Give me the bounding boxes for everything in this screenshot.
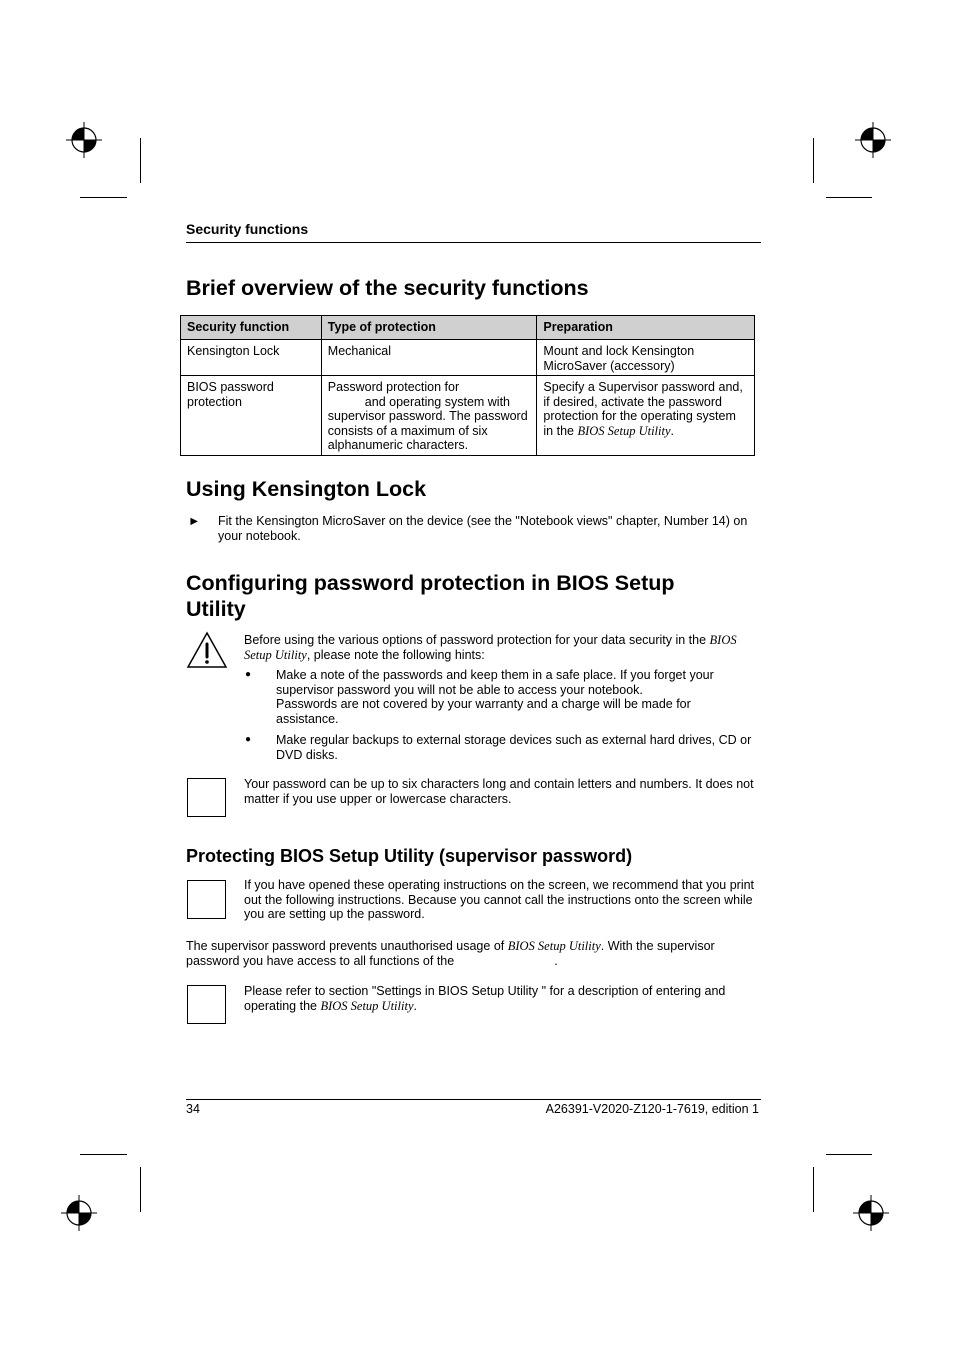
warning-intro <box>244 633 759 662</box>
crop-line <box>813 138 814 183</box>
document-id: A26391-V2020-Z120-1-7619, edition 1 <box>545 1102 759 1116</box>
note-icon <box>187 880 226 919</box>
hint-text: Make a note of the passwords and keep them in a safe place. If you forget your supervisor password you will not be able to access your notebook. <box>276 668 714 697</box>
warning-intro-italic: BIOS Setup Utility <box>244 633 737 662</box>
table-cell <box>537 376 755 456</box>
table-row <box>181 376 755 456</box>
footer-rule <box>186 1099 761 1100</box>
crop-line <box>826 197 872 198</box>
column-header-preparation: Preparation <box>537 316 755 340</box>
running-header: Security functions <box>186 221 309 237</box>
body-text: The supervisor password prevents unauthorised usage of <box>186 939 508 953</box>
preparation-text: Specify a Supervisor password and, if desired, activate the password protection for the operating system in the <box>543 380 743 438</box>
bullet-icon: ● <box>245 734 252 745</box>
note-refer-text <box>244 984 759 1013</box>
table-cell: BIOS password protection <box>181 376 322 456</box>
registration-mark-icon <box>66 122 102 158</box>
refer-end: . <box>413 998 417 1013</box>
column-header-type-of-protection: Type of protection <box>321 316 537 340</box>
step-arrow-icon: ► <box>188 514 201 528</box>
warning-icon <box>186 630 228 670</box>
table-row <box>181 340 755 376</box>
preparation-italic: BIOS Setup Utility <box>577 423 671 438</box>
section-title-overview: Brief overview of the security functions <box>186 276 589 300</box>
security-functions-table <box>180 315 755 456</box>
warning-intro-text: Before using the various options of password protection for your data security in the <box>244 633 710 647</box>
protection-text-line1: Password protection for <box>327 380 460 394</box>
header-rule <box>186 242 761 243</box>
crop-line <box>140 138 141 183</box>
hint-text: Passwords are not covered by your warranty and a charge will be made for assistance. <box>276 697 691 726</box>
crop-line <box>140 1167 141 1212</box>
table-cell: Mechanical <box>321 340 537 376</box>
section-title-bios-line1: Configuring password protection in BIOS Setup <box>186 571 675 595</box>
section-title-kensington: Using Kensington Lock <box>186 477 427 501</box>
kensington-step-text: Fit the Kensington MicroSaver on the device (see the "Notebook views" chapter, Number 14) on your notebook. <box>218 514 748 543</box>
note-password-text: Your password can be up to six characters long and contain letters and numbers. It does not matter if you use upper or lowercase characters. <box>244 777 754 806</box>
body-text2: . With the supervisor password you have access to all functions of the <box>186 939 715 968</box>
section-title-bios-line2: Utility <box>186 597 246 621</box>
registration-mark-icon <box>61 1195 97 1231</box>
refer-text: Please refer to section "Settings in BIOS Setup Utility " for a description of entering and operating the <box>244 984 726 1013</box>
section-title-supervisor: Protecting BIOS Setup Utility (supervisor password) <box>186 846 633 866</box>
hint-item: Make regular backups to external storage devices such as external hard drives, CD or DVD disks. <box>276 733 752 762</box>
table-cell: Kensington Lock <box>181 340 322 376</box>
registration-mark-icon <box>853 1195 889 1231</box>
table-cell: Mount and lock Kensington MicroSaver (accessory) <box>537 340 755 376</box>
note-icon <box>187 778 226 817</box>
body-italic: BIOS Setup Utility <box>507 939 601 953</box>
crop-line <box>80 1154 127 1155</box>
refer-italic: BIOS Setup Utility <box>320 998 414 1013</box>
warning-intro-end: , please note the following hints: <box>306 647 485 662</box>
crop-line <box>813 1167 814 1212</box>
column-header-security-function: Security function <box>181 316 322 340</box>
note-icon <box>187 985 226 1024</box>
registration-mark-icon <box>855 122 891 158</box>
crop-line <box>826 1154 872 1155</box>
body-end: . <box>554 953 558 968</box>
note-print-text: If you have opened these operating instructions on the screen, we recommend that you print out the following instructions. Because you cannot call the instructions onto the screen while you are setting up the password. <box>244 878 755 921</box>
hint-item <box>276 668 756 726</box>
page-number: 34 <box>186 1102 200 1116</box>
table-cell <box>321 376 537 456</box>
supervisor-body-text <box>186 939 758 968</box>
bullet-icon: ● <box>245 669 252 680</box>
protection-text-rest: and operating system with supervisor password. The password consists of a maximum of six alphanumeric characters. <box>327 394 528 452</box>
crop-line <box>80 197 127 198</box>
table-header-row <box>181 316 755 340</box>
preparation-end: . <box>670 423 674 438</box>
